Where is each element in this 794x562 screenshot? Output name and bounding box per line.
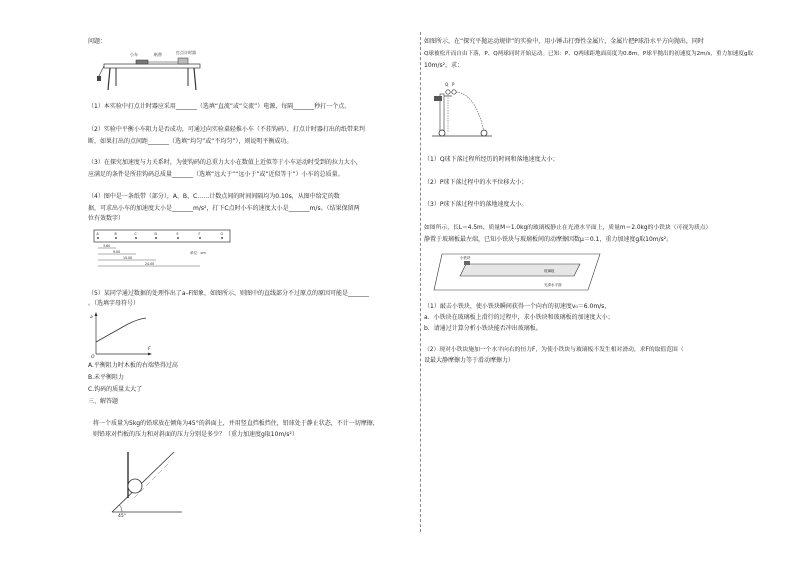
graph-axis-a: a — [90, 315, 93, 320]
problem3-q2-line2: 设最大静摩擦力等于滑动摩擦力） — [424, 357, 515, 364]
plate-label-block: 小铁块 — [460, 256, 471, 260]
problem2-q1: （1）Q球下落过程所经历的时间和落地速度大小； — [424, 156, 559, 163]
option-a: A.平衡阻力时木板的右端垫得过高 — [88, 362, 178, 369]
projectile-figure — [432, 72, 494, 142]
paper-tape-figure — [92, 226, 234, 272]
glass-plate-figure — [432, 248, 604, 292]
plate-label-glass: 玻璃板 — [544, 269, 555, 273]
tape-dimensions — [98, 244, 200, 266]
plate-label-surface: 光滑水平面 — [544, 283, 562, 287]
tape-point-label: B — [114, 232, 117, 236]
problem1-line1: 将一个质量为5kg的铅球放在倾角为45°的斜面上，并用竖直挡板挡住，铅球处于静止状态，不计一切摩擦， — [93, 420, 379, 427]
q2-text-line2: 断，如果打出的点间距_______（选填“均匀”或“不均匀”），则说明平衡成功。 — [88, 138, 293, 145]
tape-point-label: G — [220, 232, 223, 236]
problem3-q2-line1: （2）现对小铁块施加一个水平向右的恒力F，为使小铁块与玻璃板不发生相对滑动，求F的取值范围（ — [424, 347, 684, 353]
q4-text-line3: 位有效数字） — [88, 215, 125, 222]
tape-dot — [97, 237, 99, 239]
problem2-q2: （2）P球下落过程中的水平位移大小； — [424, 179, 528, 186]
option-b: B.未平衡阻力 — [88, 374, 125, 381]
tape-dimension-label: 15.00 — [123, 256, 133, 261]
problem2-q3: （3）P球下落过程中的落地速度大小。 — [424, 201, 528, 208]
tape-dot — [135, 237, 137, 239]
apparatus-figure — [96, 50, 206, 92]
problem1-line2: 则铅球对挡板的压力和对斜面的压力分别是多少？（重力加速度g取10m/s²） — [93, 431, 298, 438]
problem3-line1: 如图所示，长L＝4.5m、质量M＝1.0kg的玻璃板静止在光滑水平面上，质量m＝2.0kg的小铁块（可视为质点） — [424, 225, 712, 231]
q1-text: （1）本实验中打点计时器应采用_______（选填“直流”或“交流”）电源，每隔_______秒打一个点。 — [88, 103, 351, 110]
q3-text-line1: （3）在探究加速度与力关系时，为使钩码的总重力大小在数值上近似等于小车运动时受到的拉力大小， — [88, 159, 362, 166]
tape-point-label: F — [198, 232, 201, 236]
q2-text-line1: （2）实验中平衡小车阻力是否成功，可通过向实验桌轻推小车（不挂钩码），打点计时器打出的纸带来判 — [88, 126, 365, 133]
incline-figure — [108, 446, 186, 518]
tape-dot — [199, 237, 201, 239]
tape-dimension-label: 3.60 — [103, 244, 111, 249]
problem2-line2: Q球被松开而自由下落，P、Q两球同时开始运动。已知：P、Q两球距地面高度为0.8m，P球平抛出的初速度为2m/s，重力加速度g取 — [424, 51, 754, 57]
tape-dot — [155, 237, 157, 239]
tape-dot — [221, 237, 223, 239]
tape-point-label: D — [154, 232, 157, 236]
incline-angle-label: 45° — [118, 514, 126, 518]
question-intro-tail: 问题： — [88, 38, 107, 45]
problem3-q1b: b．请通过计算分析小铁块能否冲出玻璃板。 — [424, 325, 542, 332]
tape-point-label: A — [96, 232, 99, 236]
tape-dot — [177, 237, 179, 239]
apparatus-label-cart: 小车 — [130, 52, 138, 57]
a-f-graph — [88, 310, 154, 358]
problem2-line3: 10m/s²，求： — [424, 62, 464, 69]
problem3-line2: 静置于玻璃板最左端，已知小铁块与玻璃板间的动摩擦因数μ＝0.1，重力加速度g取10m/s²。 — [424, 236, 673, 243]
problem2-line1: 如图所示，在“探究平抛运动规律”的实验中，用小锤击打弹性金属片，金属片把P球沿水平方向抛出，同时 — [424, 38, 704, 45]
tape-dimension-label: 9.00 — [113, 250, 121, 255]
graph-origin: O — [91, 355, 95, 358]
q5-text-line2: 。（选填字母符号） — [88, 300, 140, 307]
q3-text-line2: 应满足的条件是所挂钩码总质量_______（选填“远大于”“远小于”或“近似等于”）小车的总质量。 — [88, 171, 344, 178]
problem3-q1a: a．小铁块在玻璃板上滑行的过程中，求小铁块和玻璃板的加速度大小； — [424, 314, 614, 321]
tape-dot — [115, 237, 117, 239]
problem3-q1: （1）敲击小铁块，使小铁块瞬间获得一个向右的初速度v₀＝6.0m/s， — [424, 303, 611, 310]
q4-text-line1: （4）图中是一条纸带（部分），A、B、C……计数点间的时间间隔均为0.10s，从图中给定的数 — [88, 193, 340, 200]
section-title: 三、解答题 — [88, 398, 119, 405]
graph-axis-f: F — [148, 347, 151, 352]
option-c: C.钩码的质量太大了 — [88, 386, 143, 393]
apparatus-label-timer: 打点计时器 — [176, 50, 196, 55]
q4-text-line2: 据，可求出小车的加速度大小是_______m/s²，打下C点时小车的速度大小是_______m/s。（结果保留两 — [88, 205, 360, 212]
ball-q-label: Q — [445, 82, 449, 87]
tape-dimension-label: 24.00 — [145, 262, 155, 267]
column-divider — [420, 32, 421, 532]
q5-text-line1: （5）某同学通过数据的处理作出了a–F图象，如图所示，则图中的直线部分不过原点的原因可能是_______ — [88, 290, 369, 297]
apparatus-label-tape: 纸带 — [154, 52, 162, 57]
tape-point-label: C — [134, 232, 137, 236]
tape-point-label: E — [176, 232, 179, 236]
tape-unit-label: 单位：cm — [190, 251, 206, 255]
ball-p-label: P — [452, 82, 455, 87]
